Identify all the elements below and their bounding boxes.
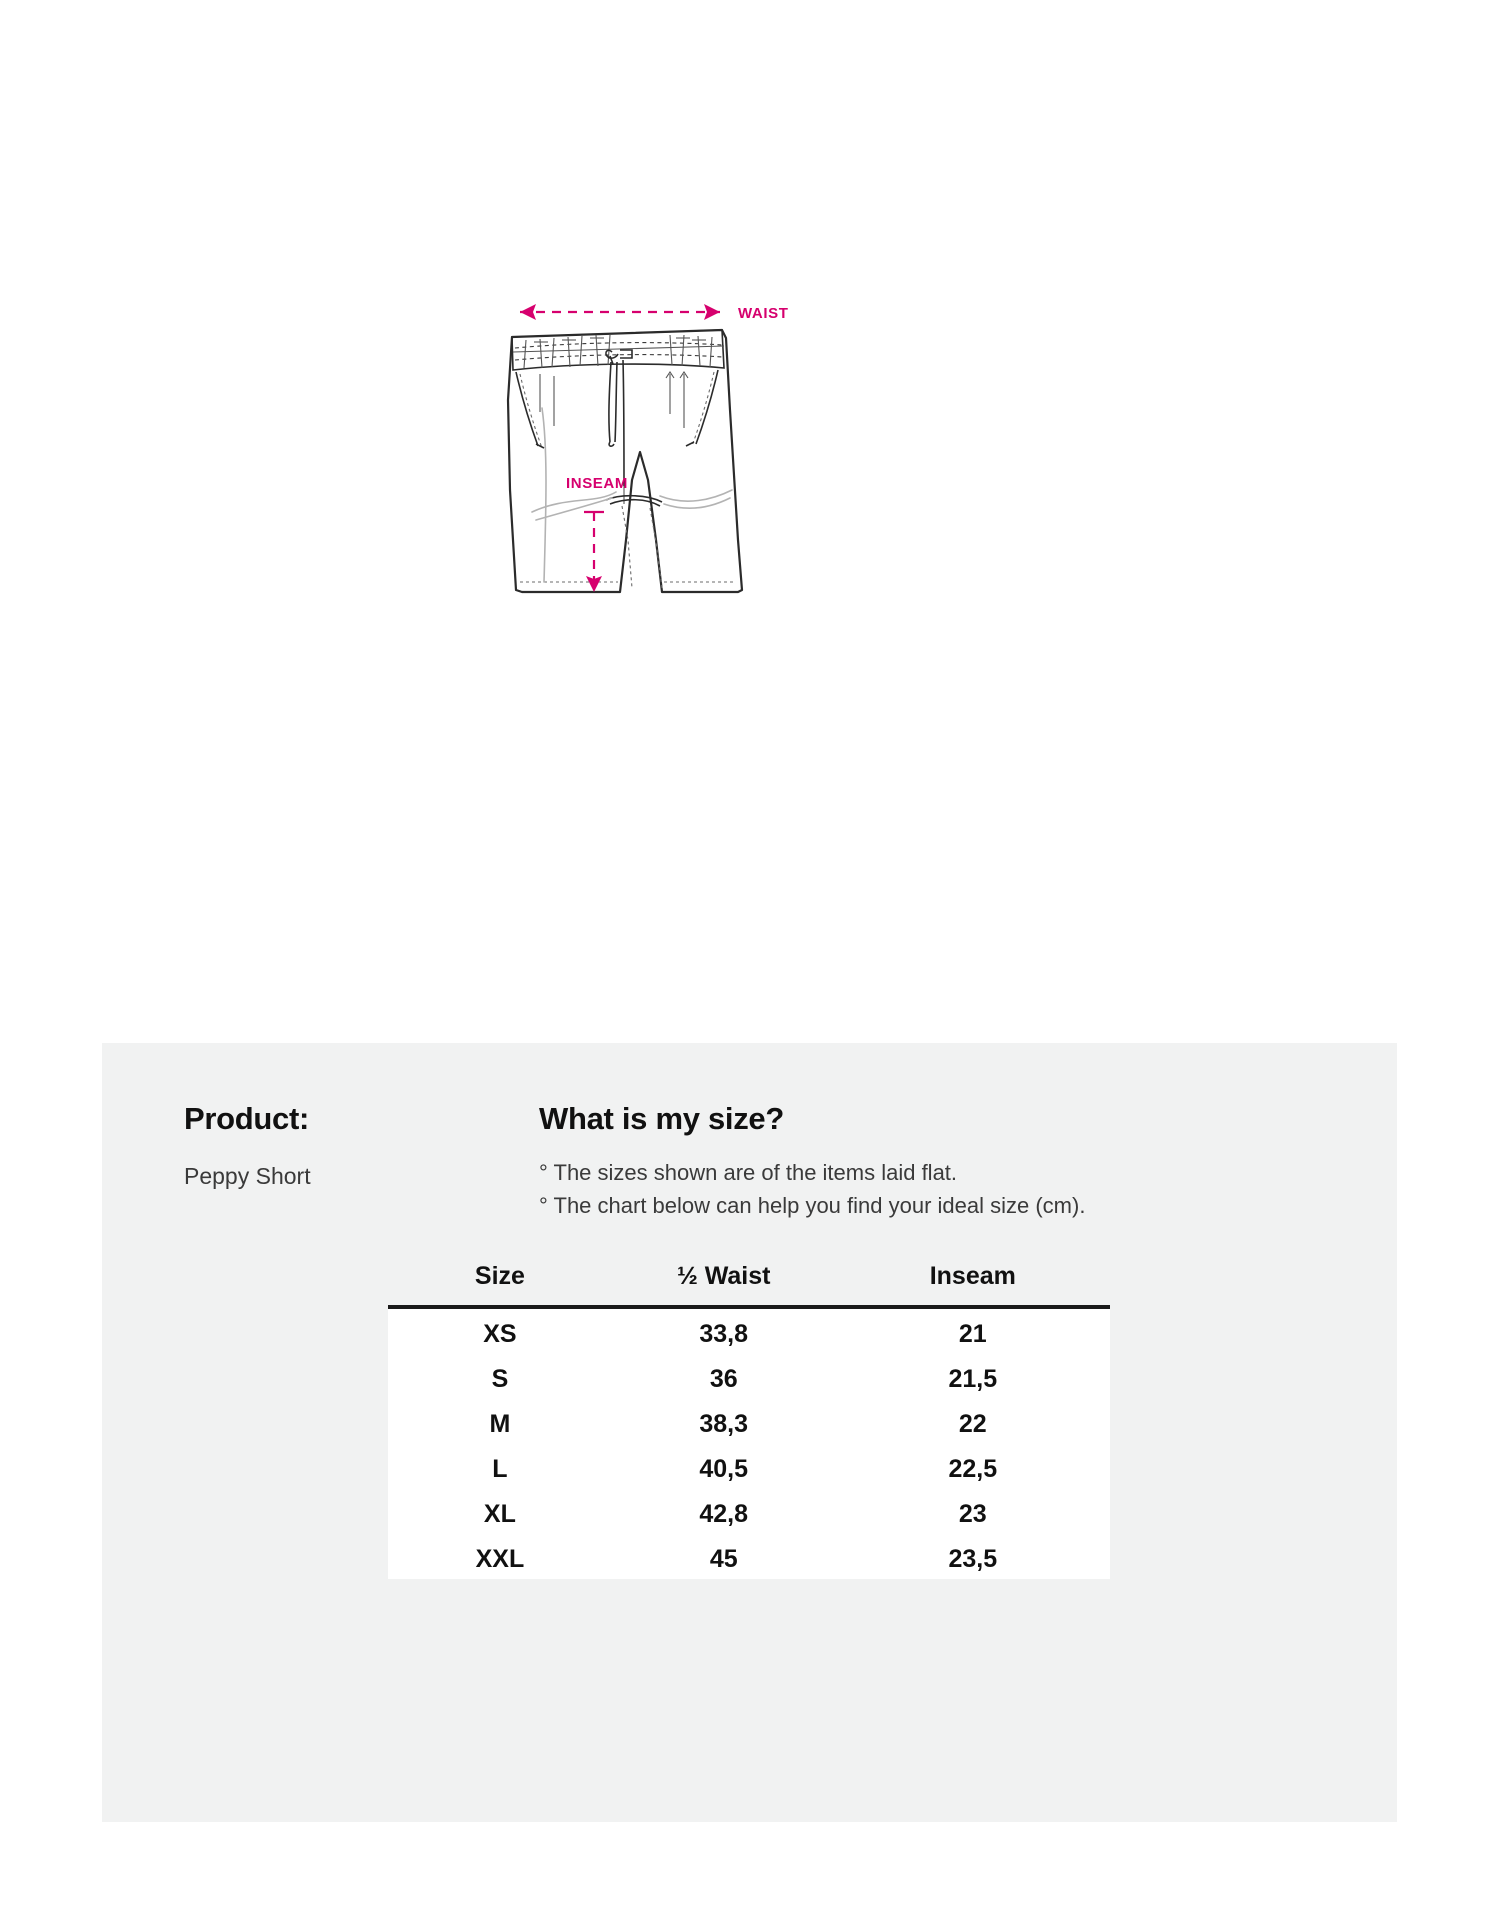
table-spacer [388,1307,1110,1315]
cell-inseam: 23 [836,1495,1110,1534]
cell-size: L [388,1450,612,1489]
cell-size: XL [388,1495,612,1534]
cell-inseam: 22,5 [836,1450,1110,1489]
column-header-inseam: Inseam [929,1262,1016,1290]
shorts-body [508,330,742,592]
table-row [388,1315,1110,1354]
table-header-row [388,1262,1110,1307]
cell-inseam: 22 [836,1405,1110,1444]
cell-waist: 42,8 [612,1495,836,1534]
table-row [388,1495,1110,1534]
size-question-heading: What is my size? [539,1101,784,1136]
table-row [388,1405,1110,1444]
product-name: Peppy Short [184,1163,311,1189]
cell-size: XS [388,1315,612,1354]
cell-waist: 36 [612,1360,836,1399]
cell-waist: 45 [612,1540,836,1579]
table-row [388,1540,1110,1579]
cell-size: XXL [388,1540,612,1579]
cell-waist: 40,5 [612,1450,836,1489]
cell-waist: 33,8 [612,1315,836,1354]
waist-measurement-label: WAIST [738,305,789,322]
inseam-measurement-label: INSEAM [566,475,628,492]
shorts-technical-drawing [480,290,1040,750]
cell-inseam: 21,5 [836,1360,1110,1399]
sizing-notes [539,1156,1085,1222]
cell-size: M [388,1405,612,1444]
column-header-waist: ½ Waist [676,1262,771,1290]
cell-inseam: 23,5 [836,1540,1110,1579]
table-row [388,1360,1110,1399]
size-info-panel [102,1043,1397,1822]
product-heading: Product: [184,1101,310,1136]
cell-waist: 38,3 [612,1405,836,1444]
size-chart-table [388,1262,1110,1579]
table-body [388,1307,1110,1579]
cell-size: S [388,1360,612,1399]
sizing-note: ° The sizes shown are of the items laid flat. [539,1160,958,1185]
sizing-note: ° The chart below can help you find your ideal size (cm). [539,1193,1086,1218]
table-row [388,1450,1110,1489]
column-header-size: Size [474,1262,525,1290]
cell-inseam: 21 [836,1315,1110,1354]
waist-measurement-arrow [520,304,720,320]
